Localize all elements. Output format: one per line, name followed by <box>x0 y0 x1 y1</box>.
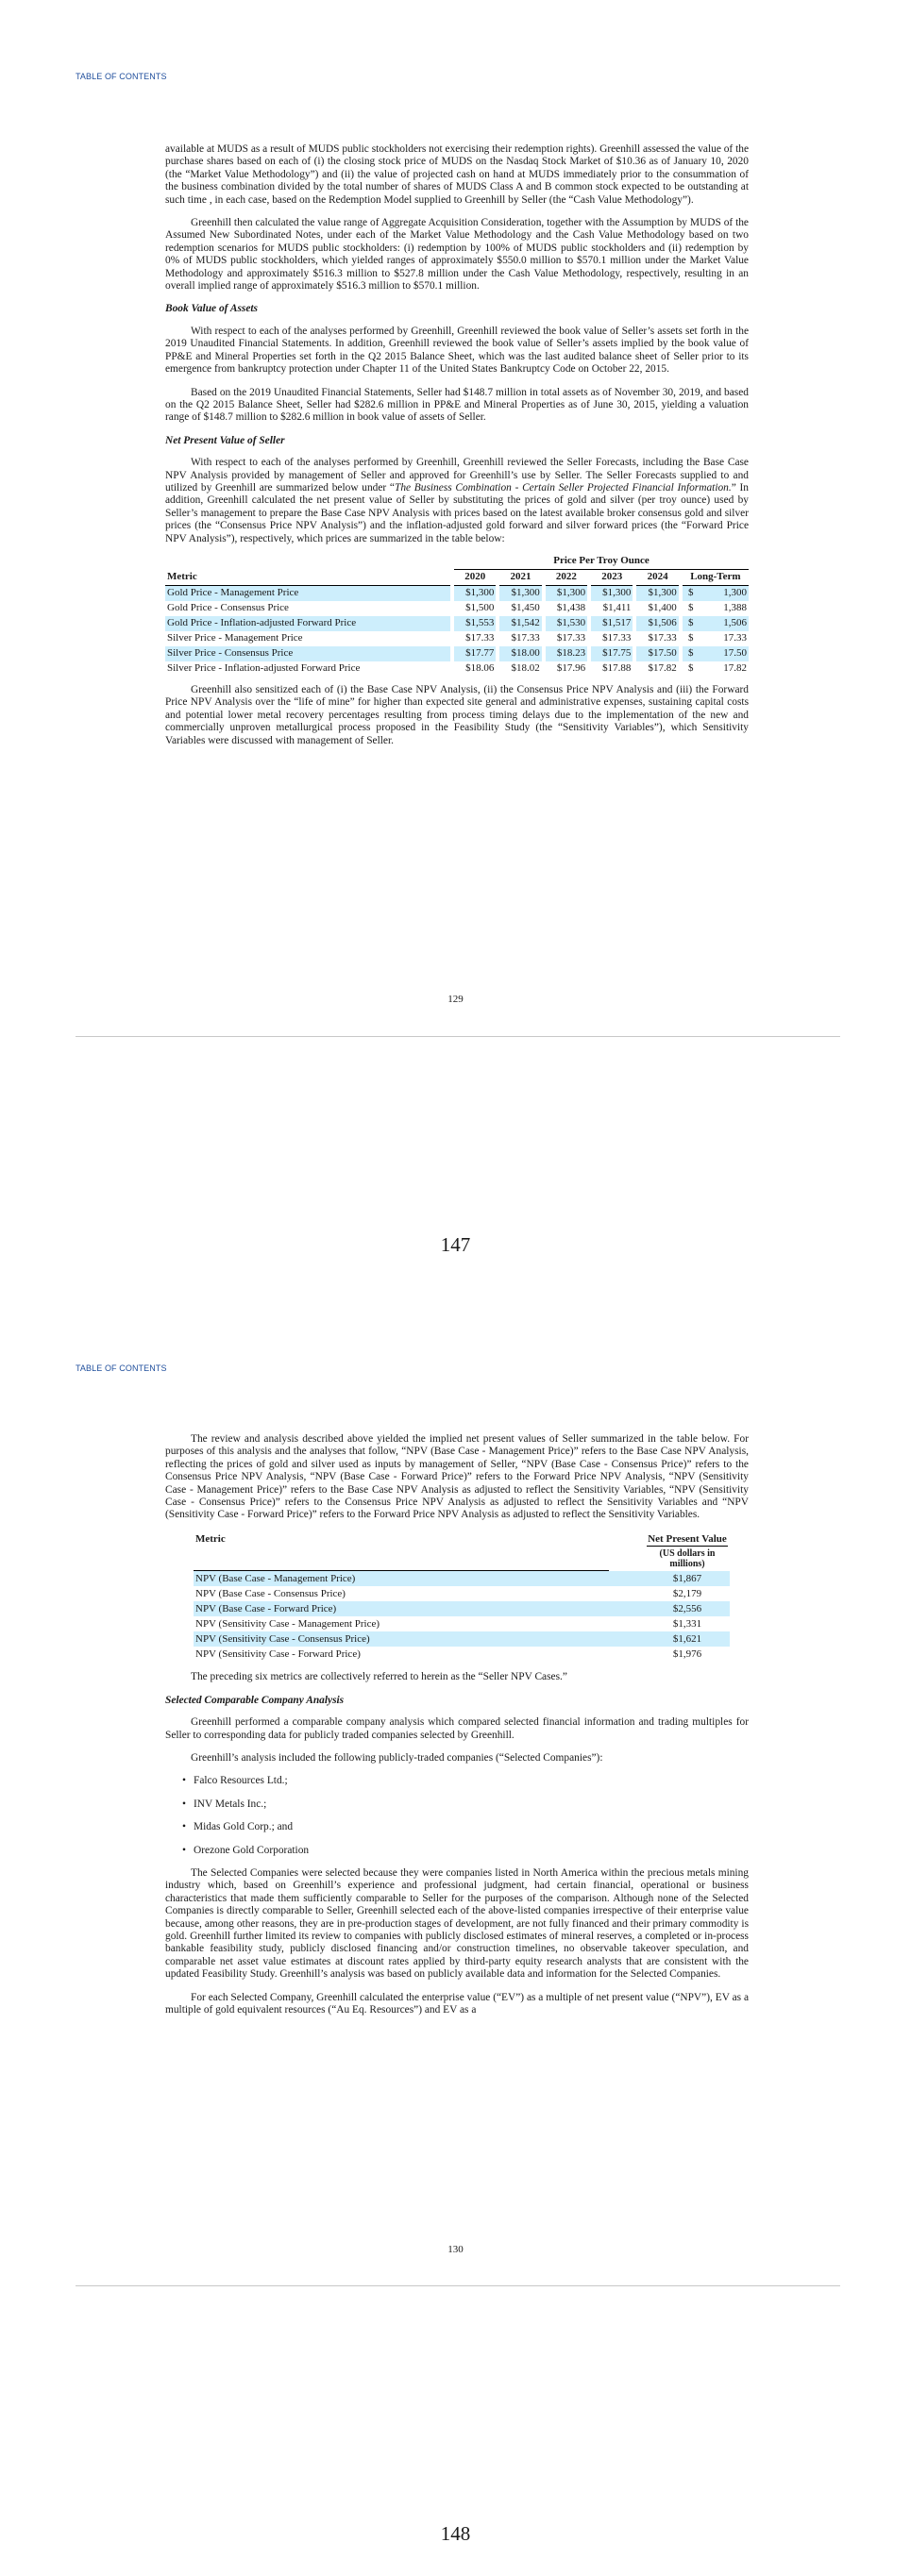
npv-subheader: (US dollars in millions) <box>659 1548 716 1570</box>
text-italic: The Business Combination - Certain Seller Projected Financial Information. <box>394 481 732 493</box>
cell: $18.06 <box>465 662 495 675</box>
page-counter: 148 <box>440 2522 471 2545</box>
text: ” In addition, Greenhill calculated the net present value of Seller by substituting the prices of gold and silver (per troy ounce) used by Seller’s management to prepare the Base Case NPV Analysis with prices based on the latest available broker consensus gold and silver prices (the “Consensus Price NPV Analysis”) and the inflation-adjusted gold forward and silver forward prices (the “Forward Price NPV Analysis”), respectively, which prices are summarized in the table below: <box>165 481 749 544</box>
paragraph: available at MUDS as a result of MUDS public stockholders not exercising their redemption rights). Greenhill assessed the value of the purchase shares based on each of (i) the closing stock price of MUDS on the Nasdaq Stock Market of $10.36 as of January 10, 2020 (the “Market Value Methodology”) and (ii) the value of projected cash on hand at MUDS immediately prior to the consummation of the business combination divided by the total number of shares of MUDS Class A and B common stock expected to be outstanding at such time , in each case, based on the Redemption Model supplied to Greenhill by Seller (the “Cash Value Methodology”). <box>165 143 749 206</box>
npv-header: Net Present Value <box>648 1533 727 1546</box>
cell: $1,400 <box>648 602 677 614</box>
cell: $1,542 <box>499 616 541 631</box>
table-of-contents-link[interactable]: TABLE OF CONTENTS <box>76 72 167 81</box>
section-heading-npv: Net Present Value of Seller <box>165 434 285 446</box>
cell <box>683 616 749 631</box>
page-divider <box>76 1036 840 1037</box>
cell: $17.75 <box>591 646 633 661</box>
price-super-header: Price Per Troy Ounce <box>454 554 749 570</box>
paragraph <box>165 457 749 545</box>
table-row <box>194 1631 730 1647</box>
list-item: • Falco Resources Ltd.; <box>194 1775 749 1787</box>
section-heading-comparable: Selected Comparable Company Analysis <box>165 1694 345 1706</box>
cell <box>683 601 749 616</box>
table-row <box>165 661 749 677</box>
list-item: • Midas Gold Corp.; and <box>194 1821 749 1833</box>
cell: $18.23 <box>546 646 587 661</box>
cell-value: 1,300 <box>723 587 747 599</box>
paragraph: Greenhill then calculated the value range of Aggregate Acquisition Consideration, together with the Assumption by MUDS of the Assumed New Subordinated Notes, under each of the Market Value Methodology and the Cash Value Methodology based on two redemption scenarios for MUDS public stockholders: (i) redemption by 100% of MUDS public stockholders and (ii) redemption by 0% of MUDS public stockholders, which yielded ranges of approximately $550.0 million to $570.1 million under the Market Value Methodology and approximately $516.3 million to $527.8 million under the Cash Value Methodology, respectively, resulting in an overall implied range of approximately $516.3 million to $570.1 million. <box>165 217 749 293</box>
column-header: 2023 <box>591 569 633 585</box>
cell <box>683 631 749 646</box>
page-divider <box>76 2285 840 2286</box>
cell: $1,500 <box>465 602 495 614</box>
page1-body <box>165 143 749 758</box>
cell: $1,300 <box>546 585 587 601</box>
page-number: 129 <box>447 994 464 1005</box>
cell-value: 1,506 <box>723 617 747 629</box>
cell: $2,179 <box>672 1587 702 1599</box>
cell: $17.33 <box>602 632 632 644</box>
paragraph: With respect to each of the analyses performed by Greenhill, Greenhill reviewed the book value of Seller’s assets set forth in the 2019 Unaudited Financial Statements. In addition, Greenhill reviewed the book value of Seller’s assets implied by the book value of PP&E and Mineral Properties set forth in the Q2 2015 Balance Sheet, which was the last audited balance sheet of Seller prior to its emergence from bankruptcy protection under Chapter 11 of the United States Bankruptcy Code on October 22, 2015. <box>165 325 749 376</box>
column-header: 2021 <box>499 569 541 585</box>
cell: $17.50 <box>636 646 678 661</box>
row-label: Gold Price - Consensus Price <box>167 602 289 614</box>
cell: $1,300 <box>454 585 496 601</box>
paragraph: Greenhill’s analysis included the following publicly-traded companies (“Selected Companies”): <box>191 1751 603 1764</box>
cell: $18.00 <box>499 646 541 661</box>
paragraph: Greenhill also sensitized each of (i) the Base Case NPV Analysis, (ii) the Consensus Price NPV Analysis and (iii) the Forward Price NPV Analysis over the “life of mine” for higher than expected site general and administrative expenses, sustaining capital costs and potential lower metal recovery percentages resulting from process timing delays due to the implementation of the new and commercially unproven metallurgical process proposed in the Feasibility Study (the “Sensitivity Variables”), which Sensitivity Variables were discussed with management of Seller. <box>165 683 749 746</box>
npv-table <box>194 1532 730 1663</box>
row-label: Silver Price - Inflation-adjusted Forward Price <box>167 662 361 675</box>
cell: $1,553 <box>454 616 496 631</box>
currency-sign: $ <box>688 647 694 660</box>
cell: $1,530 <box>546 616 587 631</box>
paragraph: Greenhill performed a comparable company analysis which compared selected financial information and trading multiples for Seller to corresponding data for publicly traded companies selected by Greenhill. <box>165 1716 749 1741</box>
cell: $1,331 <box>672 1617 702 1630</box>
row-label: Silver Price - Management Price <box>167 632 303 644</box>
page2-body <box>165 1433 749 2027</box>
currency-sign: $ <box>688 602 694 614</box>
cell: $1,867 <box>645 1571 730 1587</box>
row-label: NPV (Base Case - Forward Price) <box>194 1601 609 1616</box>
table-row <box>194 1647 730 1662</box>
cell <box>683 585 749 601</box>
row-label: NPV (Base Case - Management Price) <box>194 1571 609 1587</box>
page-counter: 147 <box>440 1233 471 1256</box>
cell: $1,621 <box>645 1631 730 1647</box>
table-row <box>194 1601 730 1616</box>
cell-value: 17.82 <box>723 662 747 675</box>
paragraph: Based on the 2019 Unaudited Financial Statements, Seller had $148.7 million in total assets as of November 30, 2019, and based on the Q2 2015 Balance Sheet, Seller had $282.6 million in PP&E and Mineral Properties as of June 30, 2015, yielding a valuation range of $148.7 million to $282.6 million in book value of assets of Seller. <box>165 386 749 424</box>
column-header: Metric <box>194 1532 609 1571</box>
cell <box>683 646 749 661</box>
cell: $17.82 <box>648 662 677 675</box>
currency-sign: $ <box>688 662 694 675</box>
cell: $17.77 <box>454 646 496 661</box>
text: With respect to each of the analyses performed by Greenhill, Greenhill reviewed the Seller Forecasts, including the Base Case NPV Analysis provided by management of Seller and approved for Greenhill’s use by Seller. The Seller Forecasts supplied to and utilized by Greenhill are summarized below under “ <box>165 457 749 493</box>
cell: $17.88 <box>602 662 632 675</box>
column-header <box>645 1532 730 1571</box>
cell-value: 17.50 <box>723 647 747 660</box>
cell: $1,300 <box>591 585 633 601</box>
column-header: 2022 <box>546 569 587 585</box>
table-row <box>194 1571 730 1587</box>
cell: $1,300 <box>636 585 678 601</box>
table-row <box>165 646 749 661</box>
paragraph: The Selected Companies were selected because they were companies listed in North America within the precious metals mining industry which, based on Greenhill’s experience and professional judgment, had certain financial, operational or business characteristics that made them sufficiently comparable to Seller for the purposes of the comparison. Although none of the Selected Companies is directly comparable to Seller, Greenhill selected each of the above-listed companies irrespective of their enterprise value because, among other reasons, they are in pre-production stages of development, are not fully financed and their primary commodity is gold. Greenhill further limited its review to companies with publicly disclosed estimates of mineral reserves, a completed or in-process bankable feasibility study, publicly disclosed financing and/or construction timelines, no observable takeover speculation, and comparable net asset value estimates at discount rates applied by third-party equity research analysts that are consistent with the updated Feasibility Study. Greenhill’s analysis was based on publicly available data and information for the Selected Companies. <box>165 1867 749 1981</box>
row-label: NPV (Base Case - Consensus Price) <box>195 1587 346 1599</box>
row-label: NPV (Sensitivity Case - Consensus Price) <box>194 1631 609 1647</box>
cell-value: 1,388 <box>723 602 747 614</box>
column-header: 2020 <box>454 569 496 585</box>
cell: $2,556 <box>645 1601 730 1616</box>
table-row <box>194 1616 730 1631</box>
cell: $1,300 <box>499 585 541 601</box>
price-table <box>165 554 749 677</box>
row-label: Gold Price - Inflation-adjusted Forward Price <box>165 616 450 631</box>
company-list <box>165 1775 749 1857</box>
cell: $18.02 <box>511 662 540 675</box>
cell: $1,450 <box>511 602 540 614</box>
cell: $17.96 <box>556 662 586 675</box>
cell: $17.33 <box>648 632 677 644</box>
cell: $1,438 <box>556 602 586 614</box>
cell <box>683 661 749 677</box>
currency-sign: $ <box>688 617 694 629</box>
row-label: Gold Price - Management Price <box>165 585 450 601</box>
table-row <box>165 616 749 631</box>
cell: $1,976 <box>672 1648 702 1660</box>
row-label: NPV (Sensitivity Case - Forward Price) <box>195 1648 361 1660</box>
cell: $1,517 <box>591 616 633 631</box>
cell: $1,411 <box>602 602 632 614</box>
table-row <box>165 631 749 646</box>
paragraph: The preceding six metrics are collectively referred to herein as the “Seller NPV Cases.” <box>191 1671 567 1683</box>
currency-sign: $ <box>688 587 694 599</box>
table-row <box>194 1586 730 1601</box>
cell: $17.33 <box>465 632 495 644</box>
table-row <box>165 601 749 616</box>
list-item: • INV Metals Inc.; <box>194 1798 749 1811</box>
column-header: 2024 <box>636 569 678 585</box>
cell: $1,506 <box>636 616 678 631</box>
column-header: Metric <box>165 569 450 585</box>
table-row <box>165 585 749 601</box>
row-label: Silver Price - Consensus Price <box>165 646 450 661</box>
row-label: NPV (Sensitivity Case - Management Price) <box>195 1617 380 1630</box>
column-header: Long-Term <box>683 569 749 585</box>
cell: $17.33 <box>556 632 586 644</box>
list-item: • Orezone Gold Corporation <box>194 1845 749 1857</box>
table-of-contents-link[interactable]: TABLE OF CONTENTS <box>76 1363 167 1373</box>
paragraph: The review and analysis described above yielded the implied net present values of Seller summarized in the table below. For purposes of this analysis and the analyses that follow, “NPV (Base Case - Management Price)” refers to the Base Case NPV Analysis, reflecting the prices of gold and silver used as inputs by management of Seller, “NPV (Base Case - Consensus Price)” refers to the Consensus Price NPV Analysis, “NPV (Base Case - Forward Price)” refers to the Forward Price NPV Analysis, “NPV (Sensitivity Case - Management Price)” refers to the Base Case NPV Analysis as adjusted to reflect the Sensitivity Variables, “NPV (Sensitivity Case - Consensus Price)” refers to the Consensus Price NPV Analysis as adjusted to reflect the Sensitivity Variables and “NPV (Sensitivity Case - Forward Price)” refers to the Forward Price NPV Analysis as adjusted to reflect the Sensitivity Variables. <box>165 1433 749 1521</box>
section-heading-book-value: Book Value of Assets <box>165 303 258 315</box>
cell-value: 17.33 <box>723 632 747 644</box>
page-number: 130 <box>447 2244 464 2255</box>
cell: $17.33 <box>511 632 540 644</box>
paragraph: For each Selected Company, Greenhill calculated the enterprise value (“EV”) as a multiple of net present value (“NPV”), EV as a multiple of gold equivalent resources (“Au Eq. Resources”) and EV as a <box>165 1991 749 2016</box>
currency-sign: $ <box>688 632 694 644</box>
